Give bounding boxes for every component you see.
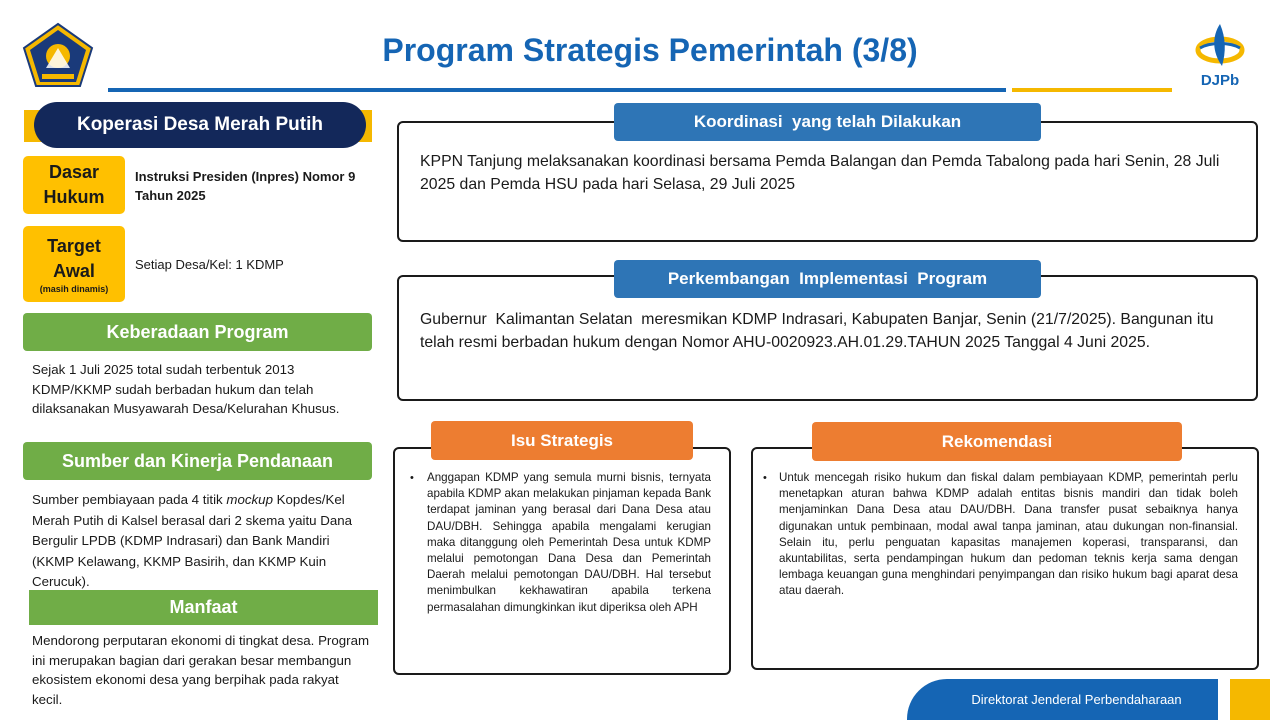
- program-name-badge: Koperasi Desa Merah Putih: [34, 102, 366, 148]
- target-awal-label-line1: Target: [47, 235, 101, 256]
- sumber-text: [32, 490, 367, 593]
- dasar-hukum-label-line1: Dasar: [48, 162, 100, 182]
- page-title: Program Strategis Pemerintah (3/8): [382, 32, 918, 68]
- keberadaan-text: Sejak 1 Juli 2025 total sudah terbentuk 2013 KDMP/KKMP sudah berbadan hukum dan telah dilaksanakan Musyawarah Desa/Kelurahan Khusus.: [32, 362, 340, 416]
- target-awal-label-line2: Awal: [53, 260, 95, 281]
- dasar-hukum-label: [23, 156, 125, 214]
- footer-accent-square: [1230, 679, 1270, 720]
- keberadaan-heading: Keberadaan Program: [23, 313, 372, 351]
- sumber-text-after: Kopdes/Kel Merah Putih di Kalsel berasal dari 2 skema yaitu Dana Bergulir LPDB (KDMP Indrasari) dan Bank Mandiri (KKMP Kelawang, KKMP Basirih, dan KKMP Kuin Cerucuk).: [32, 492, 353, 589]
- sumber-heading: Sumber dan Kinerja Pendanaan: [23, 442, 372, 480]
- perkembangan-heading: Perkembangan Implementasi Program: [614, 260, 1041, 298]
- footer-label: Direktorat Jenderal Perbendaharaan: [907, 679, 1218, 720]
- djpb-logo-text: DJPb: [1200, 72, 1240, 89]
- title-underline-gold: [1012, 88, 1172, 92]
- perkembangan-text: Gubernur Kalimantan Selatan meresmikan KDMP Indrasari, Kabupaten Banjar, Senin (21/7/2025). Bangunan itu telah resmi berbadan hukum dengan Nomor AHU-0020923.AH.01.29.TAHUN 2025 Tanggal 4 Juni 2025.: [420, 311, 1218, 351]
- manfaat-heading: Manfaat: [29, 590, 378, 625]
- rekomendasi-heading: Rekomendasi: [812, 422, 1182, 461]
- dasar-hukum-value: Instruksi Presiden (Inpres) Nomor 9 Tahun 2025: [135, 169, 356, 203]
- title-underline-blue: [108, 88, 1006, 92]
- rekomendasi-text: Untuk mencegah risiko hukum dan fiskal dalam pembiayaan KDMP, pemerintah perlu menetapkan aturan bahwa KDMP adalah entitas bisnis mandiri dan tidak boleh menjaminkan Dana Desa atau DAU/DBH. Dana transfer pusat sebaiknya hanya digunakan untuk pembinaan, modal awal tanpa jaminan, atau dukungan non-finansial. Selain itu, perlu penguatan kapasitas manajemen koperasi, transparansi, dan akuntabilitas, serta pendampingan hukum dan pedoman teknis kerja sama dengan lembaga keuangan guna menghindari penyimpangan dan risiko hukum bagi aparat desa atau daerah.: [779, 471, 1238, 598]
- sumber-text-italic: mockup: [226, 492, 273, 507]
- sumber-text-before: Sumber pembiayaan pada 4 titik: [32, 492, 227, 507]
- isu-strategis-text: Anggapan KDMP yang semula murni bisnis, ternyata apabila KDMP akan melakukan pinjaman kepada Bank terdapat jaminan yang berasal dari Dana Desa atau DAU/DBH. Sehingga apabila mengalami kerugian maka ditanggung oleh Pemerintah Desa untuk KDMP melalui pemotongan Dana Desa dan Pemerintah Daerah melalui pemotongan DAU/DBH. Hal tersebut menimbulkan kekhawatiran apabila terkena permasalahan dimungkinkan ikut diperiksa oleh APH: [427, 471, 711, 614]
- rekomendasi-bullet-icon: •: [763, 472, 767, 484]
- kemenkeu-emblem-icon: [22, 22, 94, 88]
- target-awal-label-note: (masih dinamis): [39, 283, 109, 294]
- isu-strategis-heading: Isu Strategis: [431, 421, 693, 460]
- koordinasi-text: KPPN Tanjung melaksanakan koordinasi bersama Pemda Balangan dan Pemda Tabalong pada hari Senin, 28 Juli 2025 dan Pemda HSU pada hari Selasa, 29 Juli 2025: [420, 153, 1220, 193]
- manfaat-text: Mendorong perputaran ekonomi di tingkat desa. Program ini merupakan bagian dari gerakan besar membangun ekosistem ekonomi desa yang berpihak pada rakyat kecil.: [32, 633, 370, 707]
- dasar-hukum-label-line2: Hukum: [43, 187, 105, 207]
- isu-bullet-icon: •: [410, 472, 414, 484]
- koordinasi-heading: Koordinasi yang telah Dilakukan: [614, 103, 1041, 141]
- target-awal-value: Setiap Desa/Kel: 1 KDMP: [135, 257, 284, 272]
- target-awal-label: [23, 226, 125, 302]
